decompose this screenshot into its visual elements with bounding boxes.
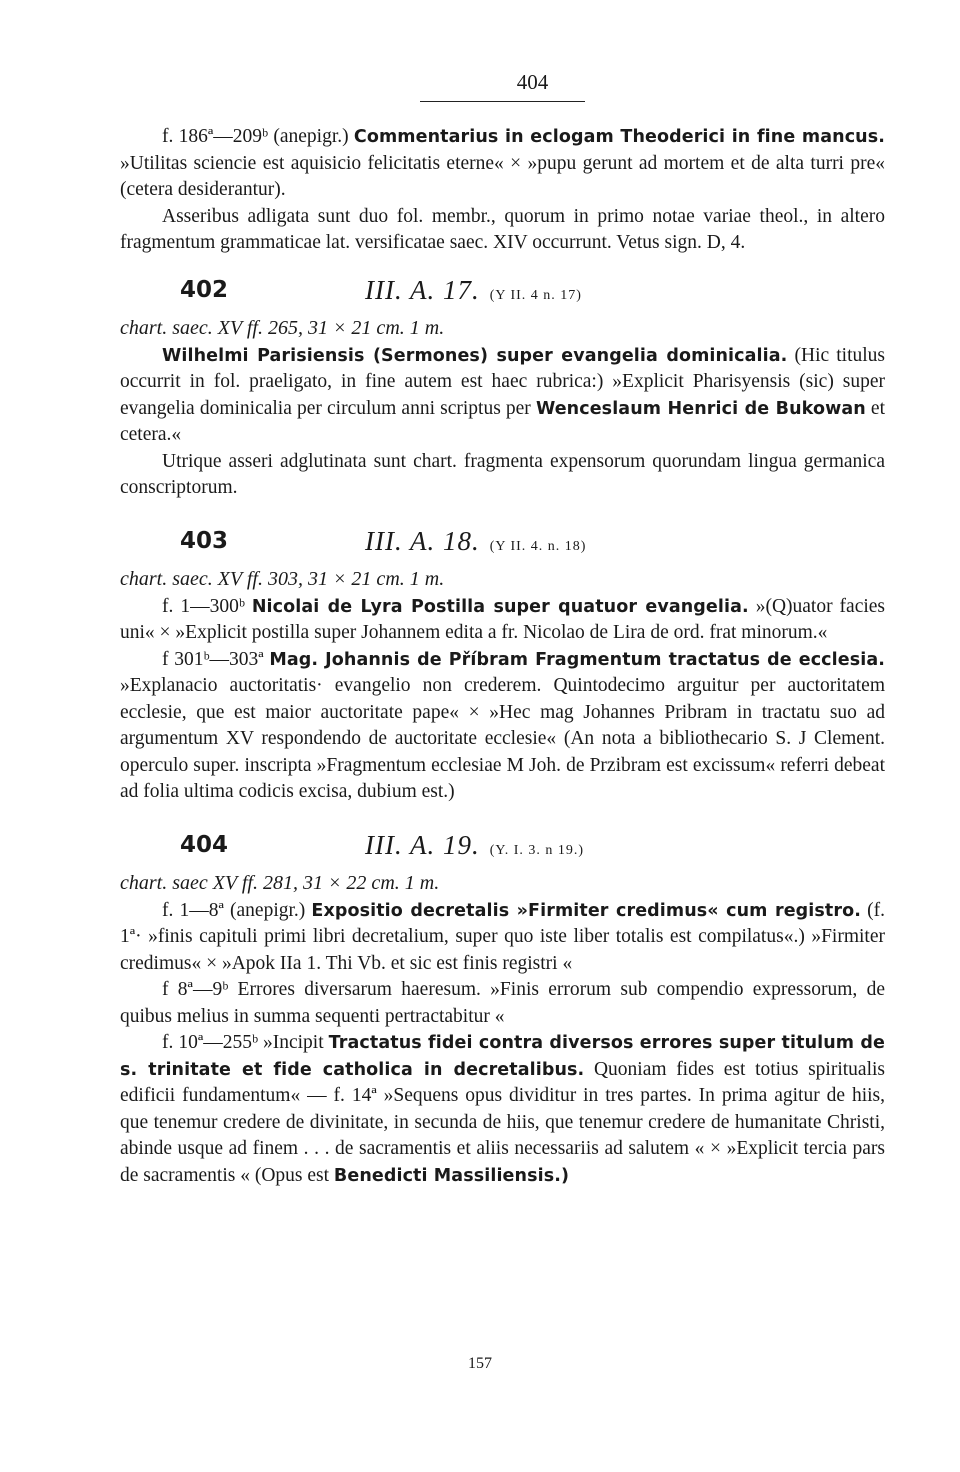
page-number: 404	[516, 70, 549, 94]
entry-403-signature	[120, 525, 885, 566]
shelfmark: III. A. 19. (Y. I. 3. n 19.)	[365, 829, 585, 860]
sheet-number: 157	[468, 1355, 492, 1372]
document-page	[120, 70, 885, 1189]
entry-401-binding-note: Asseribus adligata sunt duo fol. membr., quorum in primo notae variae theol., in altero fragmentum grammaticae lat. versificatae saec. XIV occurrunt. Vetus sign. D, 4.	[120, 205, 885, 253]
entry-402-signature	[120, 274, 885, 315]
entry-number: 402	[180, 276, 229, 303]
entry-404-item-2: f 8ª—9ᵇ Errores diversarum haeresum. »Finis errorum sub compendio expressorum, de quibus melius in summa sequenti pertractabitur «	[120, 979, 885, 1027]
entry-404-description: chart. saec XV ff. 281, 31 × 22 cm. 1 m.	[120, 871, 440, 894]
shelfmark: III. A. 17. (Y II. 4 n. 17)	[365, 274, 582, 305]
entry-404-signature	[120, 829, 885, 870]
old-signature: (Y II. 4. n. 18)	[489, 538, 587, 554]
entry-number: 404	[180, 831, 229, 858]
shelfmark: III. A. 18. (Y II. 4. n. 18)	[365, 525, 587, 556]
entry-number: 403	[180, 527, 229, 554]
entry-402-description: chart. saec. XV ff. 265, 31 × 21 cm. 1 m.	[120, 316, 445, 339]
entry-403-item-2: f 301ᵇ—303ª Mag. Johannis de Příbram Fragmentum tractatus de ecclesia. »Explanacio auctoritatis· evangelio non crederem. Quintodecimo arguitur per auctoritatem ecclesie, que est maior auctoritate pape« × »Hec mag Johannes Pribram in tractatu suo ad argumentum XV respondendo de auctoritate ecclesie« (An nota a bibliothecario S. J Clement. operculo super. inscripta »Fragmentum ecclesiae M Joh. de Przibram est excissum« referri debeat ad folia ultima codicis excisa, dubium est.)	[120, 648, 885, 802]
entry-403-item-1: f. 1—300ᵇ Nicolai de Lyra Postilla super quatuor evangelia. »(Q)uator facies uni« × »Explicit postilla super Johannem edita a fr. Nicolao de Lira de ord. frat minorum.«	[120, 595, 886, 643]
entry-402-item: Wilhelmi Parisiensis (Sermones) super evangelia dominicalia. (Hic titulus occurrit in fol. praeligato, in fine autem est haec rubrica:) »Explicit Pharisyensis (sic) super evangelia dominicalia per circulum anni scriptus per Wenceslaum Henrici de Bukowan et cetera.«	[120, 344, 886, 445]
old-signature: (Y II. 4 n. 17)	[489, 287, 582, 303]
entry-402-binding-note: Utrique asseri adglutinata sunt chart. fragmenta expensorum quorundam lingua germanica conscriptorum.	[120, 450, 885, 498]
old-signature: (Y. I. 3. n 19.)	[489, 842, 585, 858]
entry-404-item-1: f. 1—8ª (anepigr.) Expositio decretalis »Firmiter credimus« cum registro. (f. 1ª· »finis capituli primi libri decretalium, super quo iste liber totalis est compilatus«.) »Firmiter credimus« × »Apok IIa 1. Thi Vb. et sic est finis registri «	[120, 899, 885, 974]
entry-401-item: f. 186ª—209ᵇ (anepigr.) Commentarius in eclogam Theoderici in fine mancus. »Utilitas sciencie est aquisicio felicitatis eterne« × »pupu gerunt ad mortem et de alta turri pre« (cetera desiderantur).	[120, 126, 885, 200]
entry-403-description: chart. saec. XV ff. 303, 31 × 21 cm. 1 m.	[120, 567, 445, 590]
entry-404-item-3: f. 10ª—255ᵇ »Incipit Tractatus fidei contra diversos errores super titulum de s. trinitate et fide catholica in decretalibus. Quoniam fides est totius spiritualis edificii fundamentum« — f. 14ª »Sequens opus dividitur in tres partes. In prima agitur de hiis, que tenemur credere de divinitate, in secunda de hiis, que tenemur credere de humanitate Christi, abinde usque ad finem . . . de sacramentis et aliis necessariis ad salutem « × »Explicit tercia pars de sacramentis « (Opus est Benedicti Massiliensis.)	[120, 1032, 886, 1186]
